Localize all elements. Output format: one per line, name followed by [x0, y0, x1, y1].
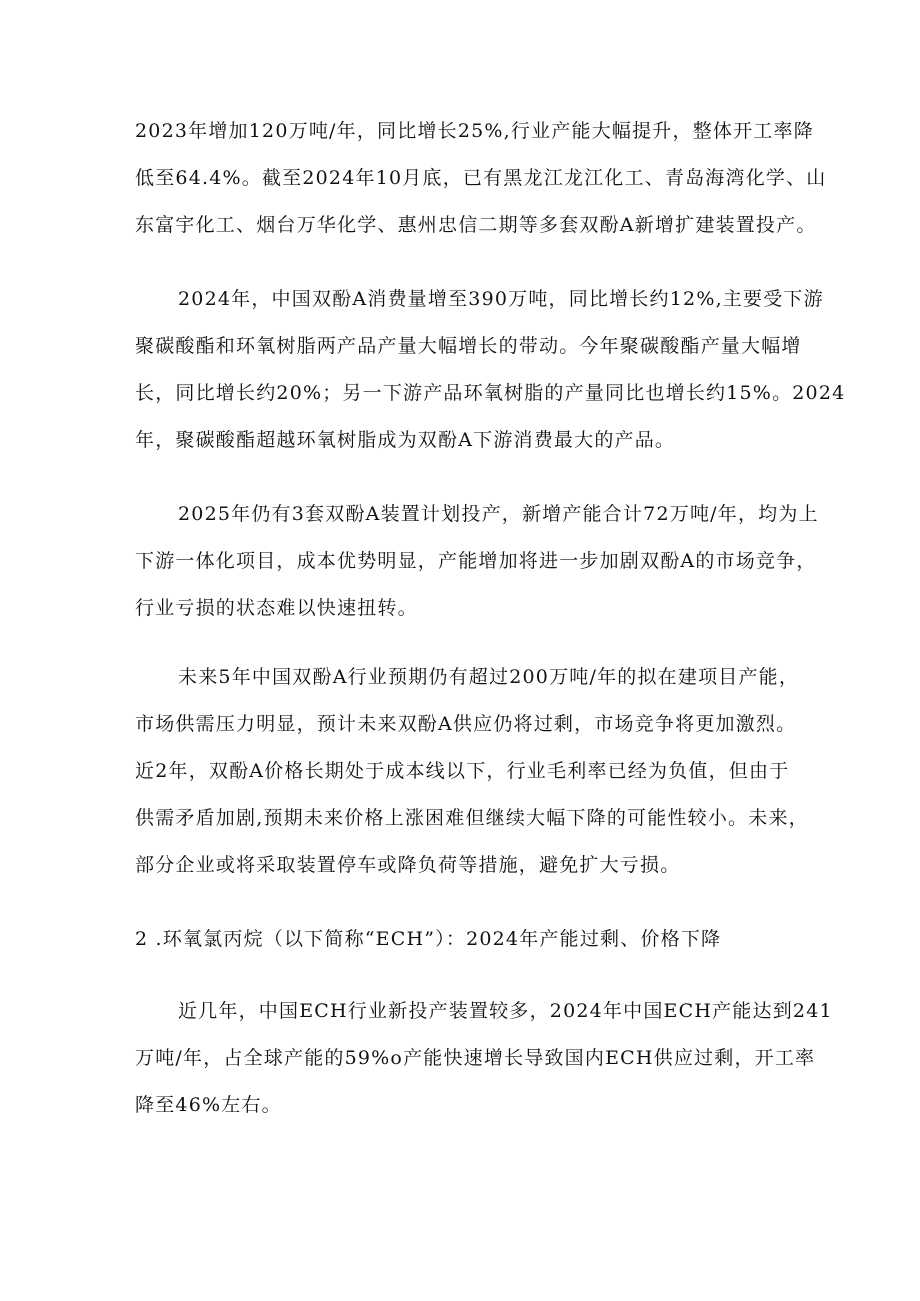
paragraph-4-line-1: 未来5年中国双酚A行业预期仍有超过200万吨/年的拟在建项目产能，	[178, 666, 800, 688]
paragraph-5-line-2: 万吨/年，占全球产能的59%o产能快速增长导致国内ECH供应过剩，开工率	[135, 1047, 816, 1069]
paragraph-2-line-4: 年，聚碳酸酯超越环氧树脂成为双酚A下游消费最大的产品。	[135, 429, 676, 451]
section-heading: 2 .环氧氯丙烷（以下简称“ECH”）：2024年产能过剩、价格下降	[135, 928, 722, 950]
paragraph-1-line-1: 2023年增加120万吨/年，同比增长25%,行业产能大幅提升，整体开工率降	[135, 120, 814, 142]
paragraph-4-line-3: 近2年，双酚A价格长期处于成本线以下，行业毛利率已经为负值，但由于	[135, 760, 790, 782]
paragraph-3-line-2: 下游一体化项目，成本优势明显，产能增加将进一步加剧双酚A的市场竞争，	[135, 550, 817, 572]
paragraph-2-line-3: 长，同比增长约20%；另一下游产品环氧树脂的产量同比也增长约15%。2024	[135, 382, 846, 404]
paragraph-3-line-3: 行业亏损的状态难以快速扭转。	[135, 597, 418, 619]
paragraph-1-line-2: 低至64.4%。截至2024年10月底，已有黑龙江龙江化工、青岛海湾化学、山	[135, 167, 827, 189]
paragraph-5-line-3: 降至46%左右。	[135, 1094, 282, 1116]
paragraph-1-line-3: 东富宇化工、烟台万华化学、惠州忠信二期等多套双酚A新增扩建装置投产。	[135, 214, 817, 236]
paragraph-4-line-4: 供需矛盾加剧,预期未来价格上涨困难但继续大幅下降的可能性较小。未来，	[135, 807, 809, 829]
paragraph-4-line-2: 市场供需压力明显，预计未来双酚A供应仍将过剩，市场竞争将更加激烈。	[135, 713, 797, 735]
paragraph-2-line-1: 2024年，中国双酚A消费量增至390万吨，同比增长约12%,主要受下游	[178, 288, 824, 310]
paragraph-3-line-1: 2025年仍有3套双酚A装置计划投产，新增产能合计72万吨/年，均为上	[178, 503, 819, 525]
paragraph-5-line-1: 近几年，中国ECH行业新投产装置较多，2024年中国ECH产能达到241	[178, 1000, 833, 1022]
paragraph-2-line-2: 聚碳酸酯和环氧树脂两产品产量大幅增长的带动。今年聚碳酸酯产量大幅增	[135, 335, 802, 357]
paragraph-4-line-5: 部分企业或将采取装置停车或降负荷等措施，避免扩大亏损。	[135, 854, 681, 876]
